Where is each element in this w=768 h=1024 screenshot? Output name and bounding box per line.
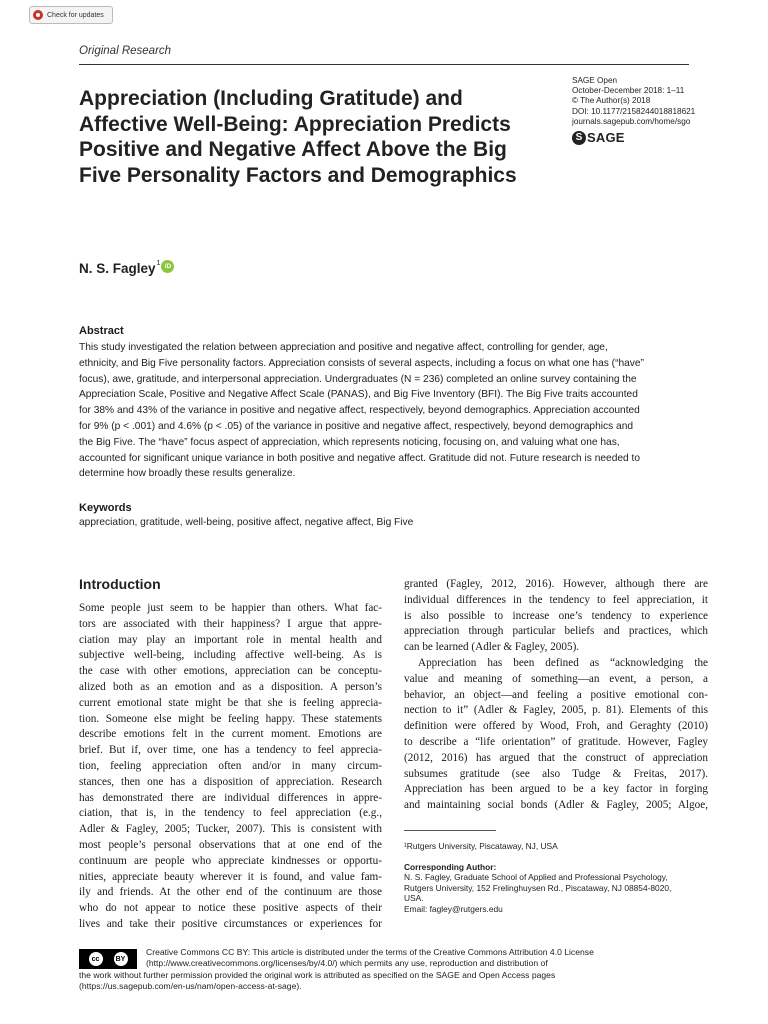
- journal-issue: October-December 2018: 1–11: [572, 86, 685, 96]
- body-line: who do not appear to notice these positive aspects of their: [79, 902, 382, 915]
- author-name: N. S. Fagley: [79, 261, 156, 276]
- abstract-line: determine how broadly these results generalize.: [79, 468, 296, 480]
- corresponding-line: Rutgers University, 152 Frelinghuysen Rd., Piscataway, NJ 08854-8020,: [404, 882, 672, 893]
- footnotes: [404, 841, 709, 915]
- body-line: most people’s personal observations that at one end of the: [79, 838, 382, 851]
- journal-doi[interactable]: DOI: 10.1177/2158244018818621: [572, 106, 696, 116]
- abstract-line: the Big Five. The “have” focus aspect of appreciation, which represents noticing, focusing on, and valuing what one has,: [79, 436, 620, 448]
- license-text: [79, 947, 706, 993]
- body-line: tion. Someone else might be feeling happy. These statements: [79, 712, 382, 725]
- body-line: subjective well-being, including affective well-being. As is: [79, 649, 382, 662]
- body-line: can be learned (Adler & Fagley, 2005).: [404, 641, 580, 654]
- body-line: to describe a “life orientation” of gratitude. However, Fagley: [404, 735, 708, 748]
- attribution-icon: BY: [114, 952, 128, 966]
- body-line: alized both as an emotion and as a disposition. A person’s: [79, 680, 382, 693]
- author: [79, 261, 174, 276]
- journal-url[interactable]: journals.sagepub.com/home/sgo: [572, 116, 691, 126]
- corresponding-line: N. S. Fagley, Graduate School of Applied and Professional Psychology,: [404, 872, 668, 883]
- body-line: tors are associated with their happiness? I argue that appre-: [79, 617, 382, 630]
- body-line: behavior, an object—and feeling a positive emotional con-: [404, 688, 708, 701]
- abstract-line: This study investigated the relation between appreciation and positive and negative affect, controlling for gender, age,: [79, 342, 608, 353]
- body-line: and maintaining social bonds (Adler & Fagley, 2005; Algoe,: [404, 799, 708, 812]
- corresponding-email[interactable]: Email: fagley@rutgers.edu: [404, 903, 503, 914]
- footnote-rule: [404, 830, 496, 831]
- license-line: the work without further permission provided the original work is attributed as specified on the SAGE and Open Access pages: [79, 969, 556, 980]
- check-for-updates-button[interactable]: [29, 6, 113, 24]
- update-icon: [33, 10, 43, 20]
- abstract-line: ethnicity, and Big Five personality factors. Appreciation consists of several aspects, including a focus on what one has (“have”: [79, 357, 644, 369]
- keywords-text: appreciation, gratitude, well-being, positive affect, negative affect, Big Five: [79, 517, 414, 528]
- body-line: appreciation through particular beliefs and practices, which: [404, 625, 708, 638]
- journal-meta: [572, 76, 695, 127]
- body-line: nection to it” (Adler & Fagley, 2005, p. 81). Elements of this: [404, 704, 708, 717]
- body-line: subsumes gratitude (see also Tudge & Freitas, 2017).: [404, 767, 708, 780]
- journal-copyright: © The Author(s) 2018: [572, 96, 651, 106]
- body-line: Appreciation has been argued to be a key factor in forging: [404, 783, 708, 796]
- orcid-icon[interactable]: iD: [161, 260, 174, 273]
- body-line: definition were offered by Wood, Froh, and Geraghty (2010): [404, 720, 708, 733]
- affiliation-note: ¹Rutgers University, Piscataway, NJ, USA: [404, 841, 558, 851]
- body-line: is also possible to increase one’s tendency to experience: [404, 609, 708, 622]
- abstract-line: accounted for significant unique variance in both positive and negative affect. Gratitude did not. Future research is needed to: [79, 452, 641, 464]
- license-line: (https://us.sagepub.com/en-us/nam/open-access-at-sage).: [79, 981, 302, 992]
- header-rule: [79, 64, 689, 65]
- license-line: (http://www.creativecommons.org/licenses/by/4.0/) which permits any use, reproduction and distribution of: [146, 958, 548, 969]
- body-line: tion, feeling appreciation often and/or in many circum-: [79, 759, 382, 772]
- abstract-line: for 38% and 43% of the variance in positive and negative affect, respectively, beyond demographics. Appreciation accounted: [79, 405, 640, 417]
- keywords-heading: Keywords: [79, 502, 132, 514]
- abstract-body: [79, 340, 709, 482]
- body-line: Adler & Fagley, 2005; Tucker, 2007). This is consistent with: [79, 823, 382, 836]
- introduction-heading: Introduction: [79, 576, 161, 592]
- creative-commons-icon: cc: [89, 952, 103, 966]
- abstract-heading: Abstract: [79, 325, 124, 337]
- abstract-line: for 9% (p < .001) and 4.6% (p < .05) of the variance in positive and negative affect, respectively, beyond demographics and: [79, 420, 634, 432]
- body-line: stances, then one has a disposition of appreciation. Research: [79, 775, 382, 788]
- body-line: (2012, 2016) has argued that the construct of appreciation: [404, 751, 708, 764]
- section-label: Original Research: [79, 45, 172, 57]
- article-title: Appreciation (Including Gratitude) and Affective Well-Being: Appreciation Predicts Positive and Negative Affect Above the Big Five Personality Factors and Demographics: [79, 87, 517, 188]
- sage-logo-text: SAGE: [587, 130, 625, 145]
- body-line: current emotional state might be that she is feeling apprecia-: [79, 696, 382, 709]
- body-line: has demonstrated there are individual differences in appre-: [79, 791, 382, 804]
- body-line: describe emotions felt in the current moment. Emotions are: [79, 728, 382, 741]
- body-line: lives and take their positive circumstances or experiences for: [79, 917, 382, 930]
- journal-name: SAGE Open: [572, 76, 618, 85]
- body-line: granted (Fagley, 2012, 2016). However, although there are: [404, 578, 708, 590]
- corresponding-line: USA.: [404, 893, 424, 904]
- body-line: nities, appreciate beauty wherever it is found, and value fam-: [79, 870, 382, 883]
- sage-logo-icon: S: [572, 131, 586, 145]
- body-line: ciation, that is, in the tendency to feel appreciation (e.g.,: [79, 807, 382, 820]
- sage-logo: [572, 130, 625, 145]
- body-line: continuum are people who appreciate kindnesses or opportu-: [79, 854, 382, 867]
- body-column-left: [79, 601, 382, 933]
- body-line: brief. But if, over time, one has a tendency to feel apprecia-: [79, 744, 382, 757]
- body-line: Appreciation has been defined as “acknowledging the: [418, 656, 708, 669]
- body-line: the case with other emotions, appreciation can be conceptu-: [79, 665, 382, 678]
- abstract-line: Appreciation Scale, Positive and Negative Affect Scale (PANAS), and Big Five Inventory (BFI). The Big Five traits accounted: [79, 389, 638, 401]
- body-line: ciation may play an important role in mental health and: [79, 633, 382, 646]
- body-column-right: [404, 577, 708, 814]
- check-for-updates-label: Check for updates: [47, 11, 104, 19]
- body-line: value and meaning of something—an event, a person, a: [404, 672, 708, 685]
- license-line: Creative Commons CC BY: This article is distributed under the terms of the Creative Commons Attribution 4.0 License: [146, 947, 594, 957]
- body-line: individual differences in the tendency to feel appreciation, it: [404, 593, 708, 606]
- author-affiliation-mark: 1: [156, 260, 161, 267]
- abstract-line: focus), awe, gratitude, and interpersonal appreciation. Undergraduates (N = 236) completed an online survey containing the: [79, 373, 637, 385]
- corresponding-heading: Corresponding Author:: [404, 861, 497, 872]
- body-line: Some people just seem to be happier than others. What fac-: [79, 602, 382, 614]
- cc-by-badge[interactable]: [79, 949, 137, 969]
- body-line: ily and friends. At the other end of the continuum are those: [79, 886, 382, 899]
